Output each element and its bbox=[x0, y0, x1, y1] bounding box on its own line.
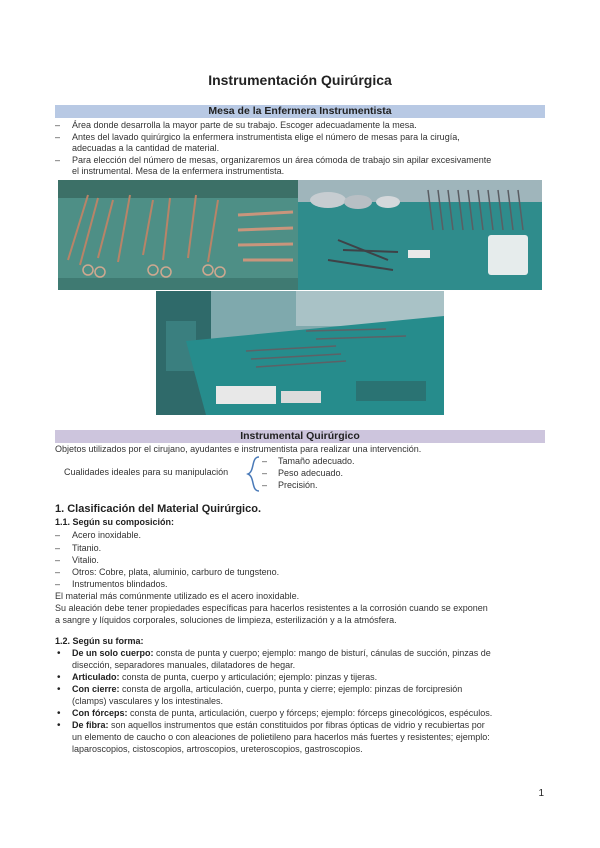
bullet-icon: • bbox=[57, 648, 61, 659]
dash-marker: – bbox=[55, 579, 61, 589]
mesa-line-1: Área donde desarrolla la mayor parte de su trabajo. Escoger adecuadamente la mesa. bbox=[72, 120, 417, 130]
quality-item-1: Tamaño adecuado. bbox=[278, 456, 355, 466]
form-heading: 1.2. Según su forma: bbox=[55, 636, 144, 646]
form-item-3-cont: (clamps) vasculares y los intestinales. bbox=[72, 696, 224, 706]
bullet-icon: • bbox=[57, 672, 61, 683]
dash-marker: – bbox=[55, 155, 61, 165]
photo-instrument-table-left bbox=[58, 180, 298, 290]
bullet-icon: • bbox=[57, 708, 61, 719]
curly-brace-icon bbox=[245, 455, 261, 493]
composition-item-4: Otros: Cobre, plata, aluminio, carburo de tungsteno. bbox=[72, 567, 280, 577]
instrumental-intro: Objetos utilizados por el cirujano, ayudantes e instrumentista para realizar una intervención. bbox=[55, 444, 422, 454]
bullet-icon: • bbox=[57, 684, 61, 695]
dash-marker: – bbox=[55, 555, 61, 565]
qualities-label: Cualidades ideales para su manipulación bbox=[64, 467, 229, 477]
composition-heading: 1.1. Según su composición: bbox=[55, 517, 175, 527]
mesa-line-2: Antes del lavado quirúrgico la enfermera instrumentista elige el número de mesas para la cirugía, bbox=[72, 132, 460, 142]
form-item-5-cont: un elemento de caucho o con aleaciones de polietileno para hacerlos más fuertes y resistentes; ejemplo: bbox=[72, 732, 490, 742]
photo-operating-room-table bbox=[156, 291, 444, 415]
composition-item-1: Acero inoxidable. bbox=[72, 530, 142, 540]
composition-item-5: Instrumentos blindados. bbox=[72, 579, 168, 589]
page-title: Instrumentación Quirúrgica bbox=[208, 72, 392, 88]
form-item-2: Articulado: consta de punta, cuerpo y articulación; ejemplo: pinzas y tijeras. bbox=[72, 672, 378, 682]
mesa-line-5: el instrumental. Mesa de la enfermera instrumentista. bbox=[72, 166, 285, 176]
section-heading-instrumental: Instrumental Quirúrgico bbox=[55, 430, 545, 443]
mesa-line-4: Para elección del número de mesas, organizaremos un área cómoda de trabajo sin apilar excesivamente bbox=[72, 155, 492, 165]
composition-note-1: El material más comúnmente utilizado es el acero inoxidable. bbox=[55, 591, 300, 601]
photo-instrument-table-right bbox=[298, 180, 542, 290]
quality-item-3: Precisión. bbox=[278, 480, 318, 490]
dash-marker: – bbox=[55, 567, 61, 577]
classification-heading: 1. Clasificación del Material Quirúrgico. bbox=[55, 503, 262, 515]
composition-note-2a: Su aleación debe tener propiedades específicas para hacerlos resistentes a la corrosión cuando se exponen bbox=[55, 603, 488, 613]
form-item-3: Con cierre: consta de argolla, articulación, cuerpo, punta y cierre; ejemplo: pinzas de forcipresión bbox=[72, 684, 463, 694]
form-item-4: Con fórceps: consta de punta, articulación, cuerpo y fórceps; ejemplo: fórceps ginecológicos, espéculos. bbox=[72, 708, 493, 718]
dash-marker: – bbox=[262, 480, 268, 490]
dash-marker: – bbox=[262, 468, 268, 478]
form-item-1: De un solo cuerpo: consta de punta y cuerpo; ejemplo: mango de bisturí, cánulas de succión, pinzas de bbox=[72, 648, 491, 658]
bullet-icon: • bbox=[57, 720, 61, 731]
composition-note-2b: a sangre y líquidos corporales, soluciones de limpieza, esterilización y a la atmósfera. bbox=[55, 615, 397, 625]
dash-marker: – bbox=[262, 456, 268, 466]
mesa-line-3: adecuadas a la cantidad de material. bbox=[72, 143, 220, 153]
composition-item-2: Titanio. bbox=[72, 543, 102, 553]
dash-marker: – bbox=[55, 543, 61, 553]
form-item-5-cont2: laparoscopios, cistoscopios, artroscopios, ureteroscopios, gastroscopios. bbox=[72, 744, 363, 754]
form-item-5: De fibra: son aquellos instrumentos que están constituidos por fibras ópticas de vidrio y recubiertas por bbox=[72, 720, 485, 730]
page-number: 1 bbox=[538, 788, 544, 799]
quality-item-2: Peso adecuado. bbox=[278, 468, 344, 478]
dash-marker: – bbox=[55, 120, 61, 130]
dash-marker: – bbox=[55, 132, 61, 142]
form-item-1-cont: disección, separadores manuales, dilatadores de hegar. bbox=[72, 660, 296, 670]
composition-item-3: Vitalio. bbox=[72, 555, 99, 565]
section-heading-mesa: Mesa de la Enfermera Instrumentista bbox=[55, 105, 545, 118]
dash-marker: – bbox=[55, 530, 61, 540]
